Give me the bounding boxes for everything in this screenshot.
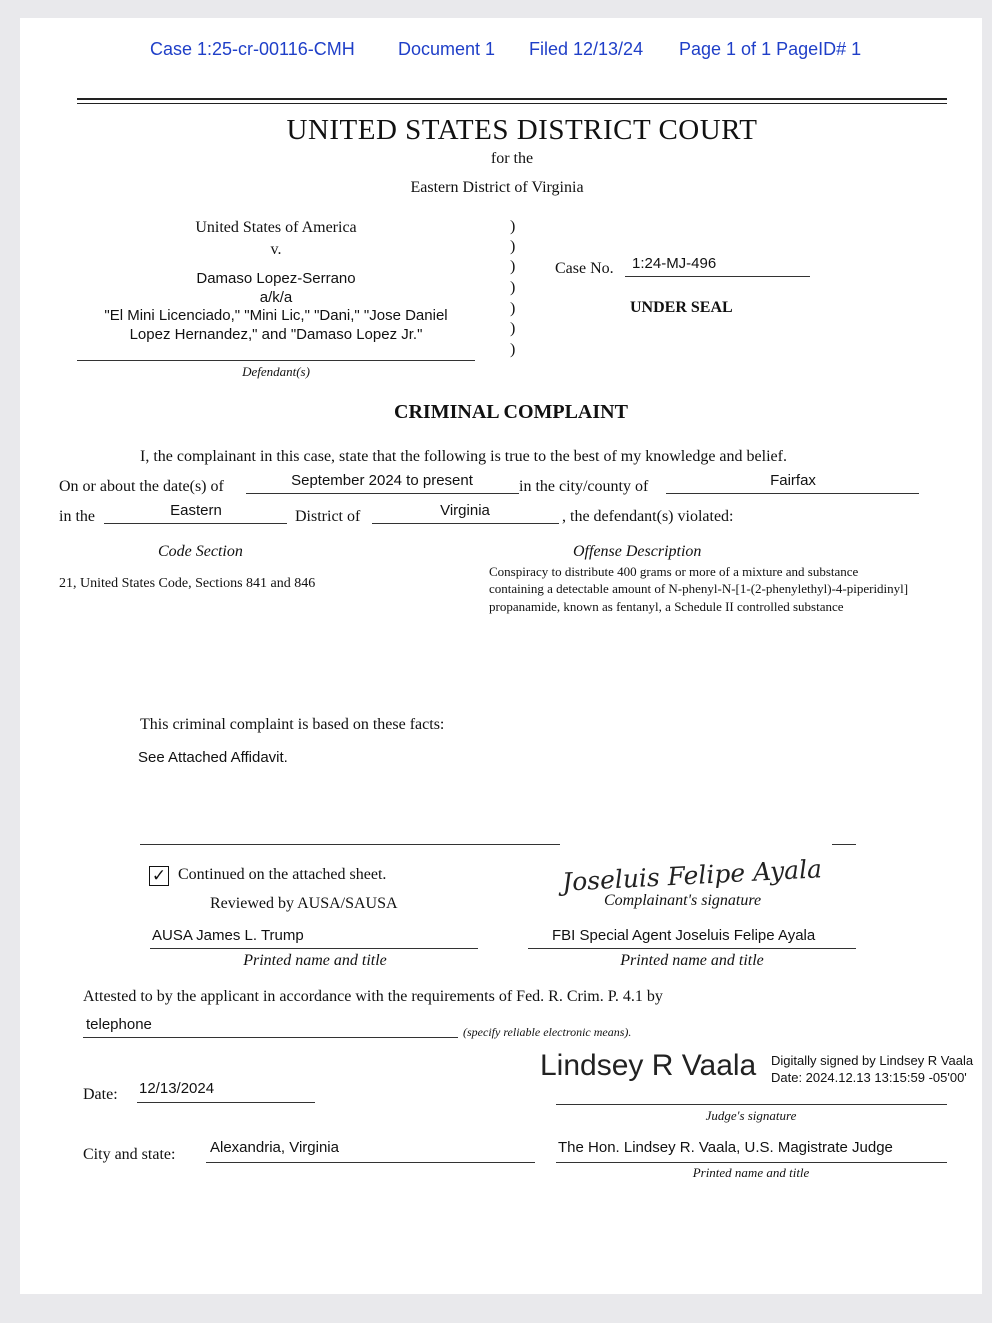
city-underline [666,493,919,494]
district-direction-value: Eastern [170,502,222,519]
city-state-label: City and state: [83,1146,176,1163]
agent-name: FBI Special Agent Joseluis Felipe Ayala [552,927,816,944]
aka-label: a/k/a [259,289,293,306]
header-rule-bottom [77,103,947,104]
judge-signature-label: Judge's signature [705,1108,797,1123]
digital-signature-line-2: Date: 2024.12.13 13:15:59 -05'00' [771,1070,967,1085]
ausa-printed-label: Printed name and title [243,952,387,969]
digital-signature-line-1: Digitally signed by Lindsey R Vaala [771,1053,974,1068]
city-county-label: in the city/county of [519,478,649,495]
under-seal-label: UNDER SEAL [630,299,733,316]
filed-date-header: Filed 12/13/24 [529,39,644,59]
judge-signature-underline [556,1104,947,1105]
in-the-label: in the [59,508,95,525]
judge-printed-label: Printed name and title [692,1165,810,1180]
city-state-underline [206,1162,535,1163]
date-value: 12/13/2024 [139,1080,215,1097]
facts-underline [140,844,560,845]
defendant-underline [77,360,475,361]
defendant-name: Damaso Lopez-Serrano [196,270,356,287]
court-title: UNITED STATES DISTRICT COURT [286,114,758,146]
caption-paren: ) [510,320,516,337]
violated-label: , the defendant(s) violated: [562,508,734,525]
city-state-value: Alexandria, Virginia [210,1139,339,1156]
district-name: Eastern District of Virginia [410,179,584,196]
state-underline [372,523,559,524]
alias-line-2: Lopez Hernandez," and "Damaso Lopez Jr." [129,326,423,343]
complaint-intro: I, the complainant in this case, state that the following is true to the best of my knowledge and belief. [140,448,787,465]
electronic-means-label: (specify reliable electronic means). [463,1025,632,1039]
facts-underline-end [832,844,856,845]
electronic-means-value: telephone [86,1016,152,1033]
judge-printed-name: The Hon. Lindsey R. Vaala, U.S. Magistrate Judge [558,1139,893,1156]
defendant-label: Defendant(s) [242,364,310,379]
for-the-label: for the [490,150,534,167]
offense-description-label: Offense Description [573,543,702,560]
date-range-underline [246,493,519,494]
code-section-value: 21, United States Code, Sections 841 and 846 [59,576,316,591]
date-range-value: September 2024 to present [291,472,473,489]
complainant-signature: Joseluis Felipe Ayala [561,854,823,897]
attested-text: Attested to by the applicant in accordance with the requirements of Fed. R. Crim. P. 4.1 by [83,988,663,1005]
district-direction-underline [104,523,287,524]
alias-line-1: "El Mini Licenciado," "Mini Lic," "Dani," "Jose Daniel [104,307,448,324]
page-id-header: Page 1 of 1 PageID# 1 [679,39,862,59]
offense-line-2: containing a detectable amount of N-phenyl-N-[1-(2-phenylethyl)-4-piperidinyl] [489,581,909,596]
facts-label: This criminal complaint is based on these facts: [140,716,445,733]
case-no-value: 1:24-MJ-496 [632,255,717,272]
caption-paren: ) [510,300,516,317]
judge-name-underline [556,1162,947,1163]
caption-paren: ) [510,279,516,296]
district-of-label: District of [295,508,361,525]
case-number-header: Case 1:25-cr-00116-CMH [150,39,355,59]
judge-digital-signature: Lindsey R Vaala [540,1049,757,1082]
ausa-underline [150,948,478,949]
document-number-header: Document 1 [398,39,496,59]
date-label: Date: [83,1086,118,1103]
date-underline [137,1102,315,1103]
caption-paren: ) [510,238,516,255]
caption-paren: ) [510,218,516,235]
case-no-underline [625,276,810,277]
agent-printed-label: Printed name and title [620,952,764,969]
ausa-name: AUSA James L. Trump [152,927,304,944]
electronic-means-underline [83,1037,458,1038]
offense-line-3: propanamide, known as fentanyl, a Schedule II controlled substance [489,599,844,614]
case-no-label: Case No. [555,260,614,277]
on-about-label: On or about the date(s) of [59,478,224,495]
offense-line-1: Conspiracy to distribute 400 grams or more of a mixture and substance [489,564,859,579]
agent-underline [528,948,856,949]
plaintiff-name: United States of America [195,219,357,236]
caption-paren: ) [510,341,516,358]
state-value: Virginia [440,502,490,519]
continued-checkbox[interactable]: ✓ [149,866,169,886]
versus-label: v. [270,241,282,258]
document-page [20,18,982,1294]
complainant-signature-label: Complainant's signature [604,892,762,909]
facts-value: See Attached Affidavit. [138,749,288,766]
city-value: Fairfax [770,472,816,489]
header-rule-top [77,98,947,100]
reviewed-label: Reviewed by AUSA/SAUSA [210,895,398,912]
continued-label: Continued on the attached sheet. [178,866,387,883]
complaint-title: CRIMINAL COMPLAINT [394,401,628,423]
code-section-label: Code Section [158,543,243,560]
caption-paren: ) [510,258,516,275]
